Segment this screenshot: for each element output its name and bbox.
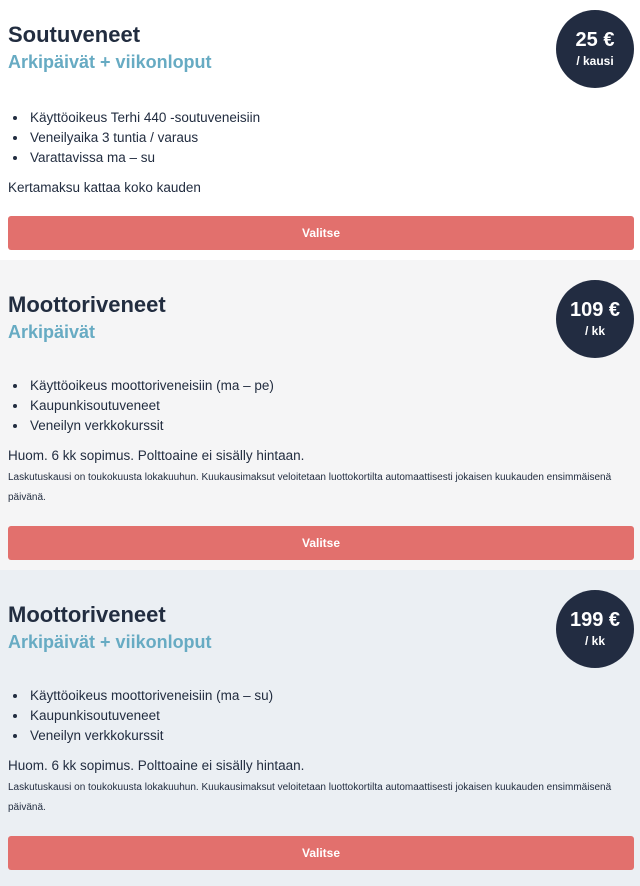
select-button[interactable]: Valitse xyxy=(8,836,634,870)
plan-title: Moottoriveneet xyxy=(8,292,166,317)
price-badge xyxy=(556,590,634,668)
feature-list xyxy=(8,108,260,168)
price-amount: 109 € xyxy=(569,299,621,321)
feature-item: • Käyttöoikeus Terhi 440 -soutuveneisiin xyxy=(28,108,260,128)
feature-item: • Veneilyaika 3 tuntia / varaus xyxy=(28,128,260,148)
plan-card-rowboats xyxy=(0,0,640,260)
plan-note: Huom. 6 kk sopimus. Polttoaine ei sisälly hintaan. xyxy=(8,758,305,773)
plan-subtitle: Arkipäivät xyxy=(8,322,96,342)
price-badge xyxy=(556,280,634,358)
plan-title: Soutuveneet xyxy=(8,22,141,47)
feature-item: • Veneilyn verkkokurssit xyxy=(28,416,274,436)
feature-item: • Kaupunkisoutuveneet xyxy=(28,396,274,416)
select-button[interactable]: Valitse xyxy=(8,526,634,560)
feature-list xyxy=(8,376,274,436)
plan-note: Kertamaksu kattaa koko kauden xyxy=(8,180,201,195)
plan-fine-print: Laskutuskausi on toukokuusta lokakuuhun. Kuukausimaksut veloitetaan luottokortilta automaattisesti jokaisen kuukauden ensimmäisenä päivänä. xyxy=(8,782,612,813)
plan-title: Moottoriveneet xyxy=(8,602,166,627)
plan-card-motorboats-weekdays xyxy=(0,260,640,570)
plan-subtitle: Arkipäivät + viikonloput xyxy=(8,632,212,652)
feature-item: • Veneilyn verkkokurssit xyxy=(28,726,273,746)
price-badge xyxy=(556,10,634,88)
feature-item: • Kaupunkisoutuveneet xyxy=(28,706,273,726)
plan-card-motorboats-all-week xyxy=(0,570,640,886)
price-unit: / kk xyxy=(584,324,605,338)
feature-list xyxy=(8,686,273,746)
feature-item: • Käyttöoikeus moottoriveneisiin (ma – pe) xyxy=(28,376,274,396)
plan-fine-print: Laskutuskausi on toukokuusta lokakuuhun. Kuukausimaksut veloitetaan luottokortilta automaattisesti jokaisen kuukauden ensimmäisenä päivänä. xyxy=(8,472,612,503)
price-unit: / kausi xyxy=(576,54,614,68)
feature-item: • Käyttöoikeus moottoriveneisiin (ma – su) xyxy=(28,686,273,706)
price-unit: / kk xyxy=(584,634,605,648)
select-button[interactable]: Valitse xyxy=(8,216,634,250)
price-amount: 199 € xyxy=(569,609,621,631)
feature-item: • Varattavissa ma – su xyxy=(28,148,260,168)
plan-note: Huom. 6 kk sopimus. Polttoaine ei sisälly hintaan. xyxy=(8,448,305,463)
price-amount: 25 € xyxy=(575,29,615,51)
plan-subtitle: Arkipäivät + viikonloput xyxy=(8,52,212,72)
